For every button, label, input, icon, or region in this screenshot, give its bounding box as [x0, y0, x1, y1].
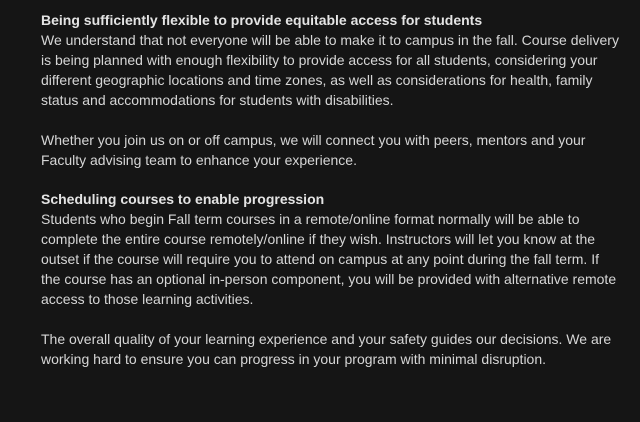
section-scheduling-courses — [41, 189, 622, 369]
paragraph-spacer — [41, 110, 622, 130]
section-spacer — [41, 170, 622, 189]
section-heading: Scheduling courses to enable progression — [41, 191, 325, 207]
paragraph: We understand that not everyone will be able to make it to campus in the fall. Course delivery is being planned with enough flexibility to provide access for all students, considering your different geographic locations and time zones, as well as considerations for health, family status and accommodations for students with disabilities. — [41, 32, 619, 108]
paragraph: The overall quality of your learning experience and your safety guides our decisions. We are working hard to ensure you can progress in your program with minimal disruption. — [41, 331, 612, 367]
paragraph: Whether you join us on or off campus, we will connect you with peers, mentors and your Faculty advising team to enhance your experience. — [41, 132, 586, 168]
paragraph-spacer — [41, 309, 622, 329]
section-heading: Being sufficiently flexible to provide equitable access for students — [41, 12, 483, 28]
section-flexible-access — [41, 10, 622, 170]
paragraph: Students who begin Fall term courses in a remote/online format normally will be able to complete the entire course remotely/online if they wish. Instructors will let you know at the outset if the course will require you to attend on campus at any point during the fall term. If the course has an optional in-person component, you will be provided with alternative remote access to those learning activities. — [41, 211, 617, 307]
